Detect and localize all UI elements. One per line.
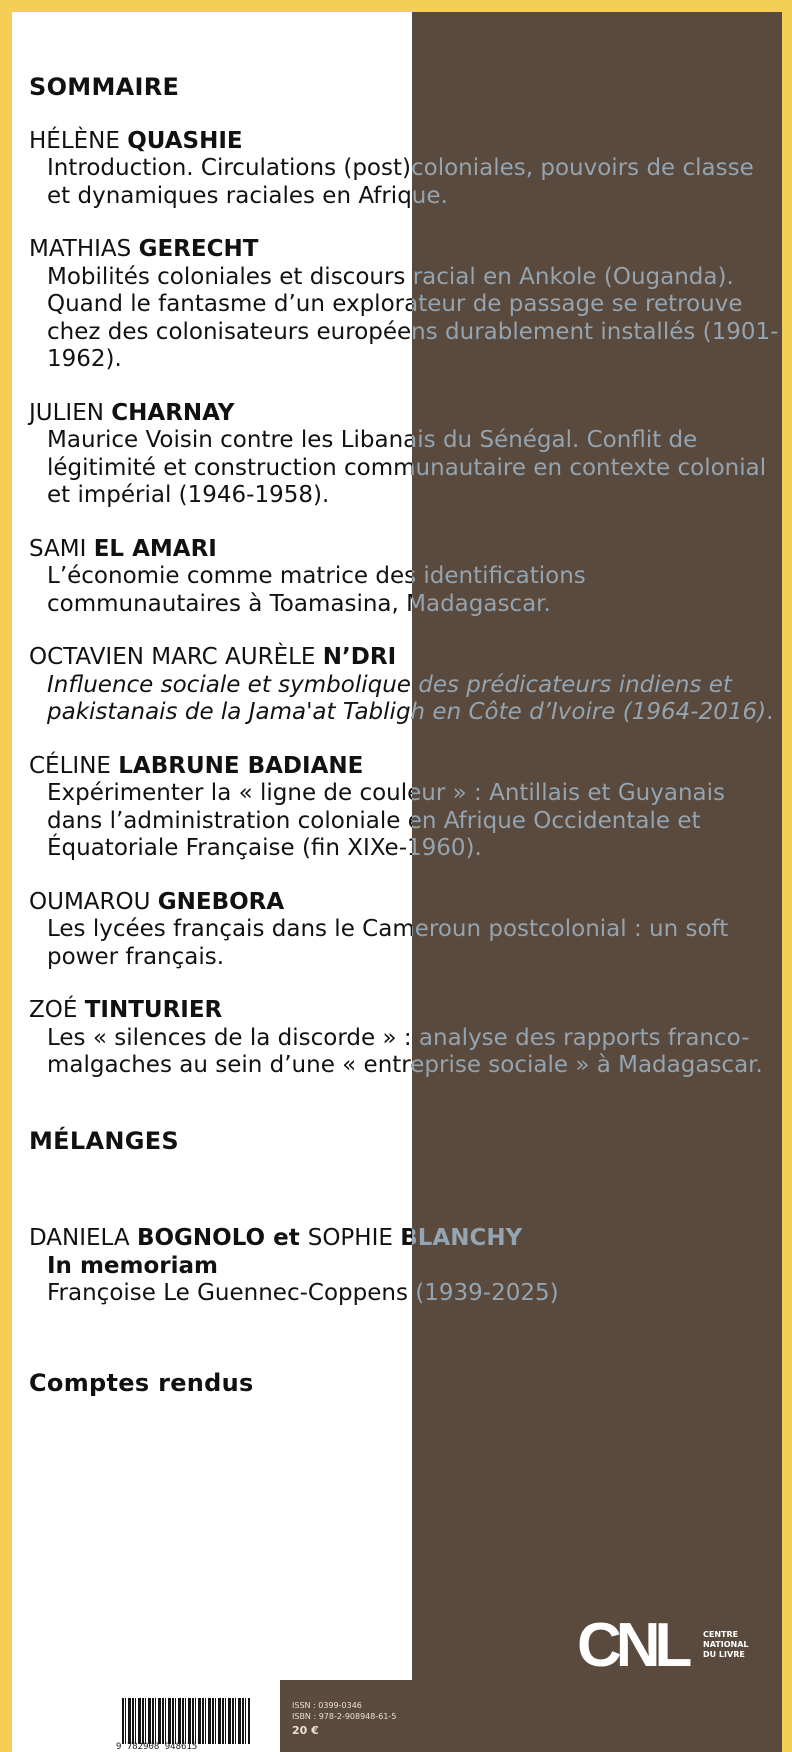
author-given: OUMAROU <box>29 888 158 915</box>
author-given: MATHIAS <box>29 236 139 262</box>
price-text: 20 € <box>292 1724 319 1737</box>
author-surname: BOGNOLO <box>136 1225 266 1251</box>
author-surname: CHARNAY <box>111 399 235 426</box>
isbn-text: ISBN : 978-2-908948-61-5 <box>292 1712 397 1721</box>
table-of-contents <box>29 62 779 1397</box>
entry-author <box>29 236 779 264</box>
entry-title: Les lycées français dans le Cameroun postcolonial : un soft power français. <box>47 916 729 970</box>
toc-entry <box>29 536 779 619</box>
barcode-icon <box>122 1698 250 1744</box>
entry-title: Les « silences de la discorde » : analyse des rapports franco-malgaches au sein d’une « entreprise sociale » à Madagascar. <box>47 1024 763 1078</box>
entry-title: Maurice Voisin contre les Libanais du Sénégal. Conflit de légitimité et construction communautaire en contexte colonial et impérial (1946-1958). <box>47 427 767 508</box>
cnl-logo-mark: CNL <box>577 1611 687 1680</box>
author-surname: QUASHIE <box>127 127 243 154</box>
cnl-tagline-line: DU LIVRE <box>703 1650 745 1659</box>
author-connector: et <box>265 1225 308 1251</box>
melanges-title: MÉLANGES <box>29 1126 180 1155</box>
entry-title-italic: Influence sociale et symbolique des prédicateurs indiens et pakistanais de la Jama'at Tabligh en Côte d’Ivoire (1964-2016) <box>47 671 767 725</box>
issn-text: ISSN : 0399-0346 <box>292 1701 362 1710</box>
toc-entry <box>29 997 779 1080</box>
author-surname: LABRUNE BADIANE <box>118 752 364 779</box>
memoriam-subject: Françoise Le Guennec-Coppens (1939-2025) <box>47 1280 559 1306</box>
author-given: DANIELA <box>29 1225 137 1251</box>
toc-entry <box>29 753 779 863</box>
entry-author <box>29 753 779 781</box>
author-given: OCTAVIEN MARC AURÈLE <box>29 644 323 670</box>
author-surname: BLANCHY <box>400 1225 523 1251</box>
author-given: CÉLINE <box>29 752 119 779</box>
author-surname: N’DRI <box>322 644 397 670</box>
entry-title: Expérimenter la « ligne de couleur » : Antillais et Guyanais dans l’administration coloniale en Afrique Occidentale et Équatoriale Française (fin XIXe-1960). <box>47 780 725 861</box>
melanges-entry <box>29 1225 779 1308</box>
entry-title: Mobilités coloniales et discours racial en Ankole (Ouganda). Quand le fantasme d’un explorateur de passage se retrouve chez des colonisateurs européens durablement installés (1901-1962). <box>47 263 779 372</box>
author-given: JULIEN <box>29 399 112 426</box>
entry-author <box>29 889 779 917</box>
toc-entry <box>29 128 779 211</box>
toc-entry <box>29 400 779 510</box>
entry-title <box>29 672 779 727</box>
entry-title: L’économie comme matrice des identifications communautaires à Toamasina, Madagascar. <box>47 563 586 617</box>
back-cover <box>12 12 782 1752</box>
entry-author <box>29 536 779 564</box>
author-given: SAMI <box>29 535 94 562</box>
cnl-logo <box>577 1611 757 1684</box>
author-given: SOPHIE <box>307 1225 401 1251</box>
barcode-digits: 9 782908 948615 <box>116 1742 198 1752</box>
memoriam-label: In memoriam <box>47 1252 218 1279</box>
author-surname: GNEBORA <box>157 888 285 915</box>
author-surname: TINTURIER <box>84 997 223 1023</box>
entry-author <box>29 1225 779 1253</box>
author-given: ZOÉ <box>29 997 85 1023</box>
author-surname: GERECHT <box>138 236 259 262</box>
reviews-heading: Comptes rendus <box>29 1368 254 1397</box>
author-surname: EL AMARI <box>93 535 217 562</box>
toc-entry <box>29 236 779 374</box>
cnl-tagline-line: NATIONAL <box>703 1640 749 1649</box>
toc-entry <box>29 644 779 727</box>
entry-author <box>29 644 779 672</box>
author-given: HÉLÈNE <box>29 127 128 154</box>
cnl-logo-tagline <box>703 1630 748 1660</box>
entry-title-tail: . <box>766 699 774 725</box>
isbn-box <box>280 1680 412 1752</box>
toc-entry <box>29 889 779 972</box>
cnl-tagline-line: CENTRE <box>703 1630 739 1639</box>
entry-title: Introduction. Circulations (post)coloniales, pouvoirs de classe et dynamiques raciales en Afrique. <box>47 155 754 209</box>
entry-author <box>29 400 779 428</box>
toc-title: SOMMAIRE <box>29 73 180 101</box>
entry-author <box>29 997 779 1025</box>
entry-author <box>29 128 779 156</box>
